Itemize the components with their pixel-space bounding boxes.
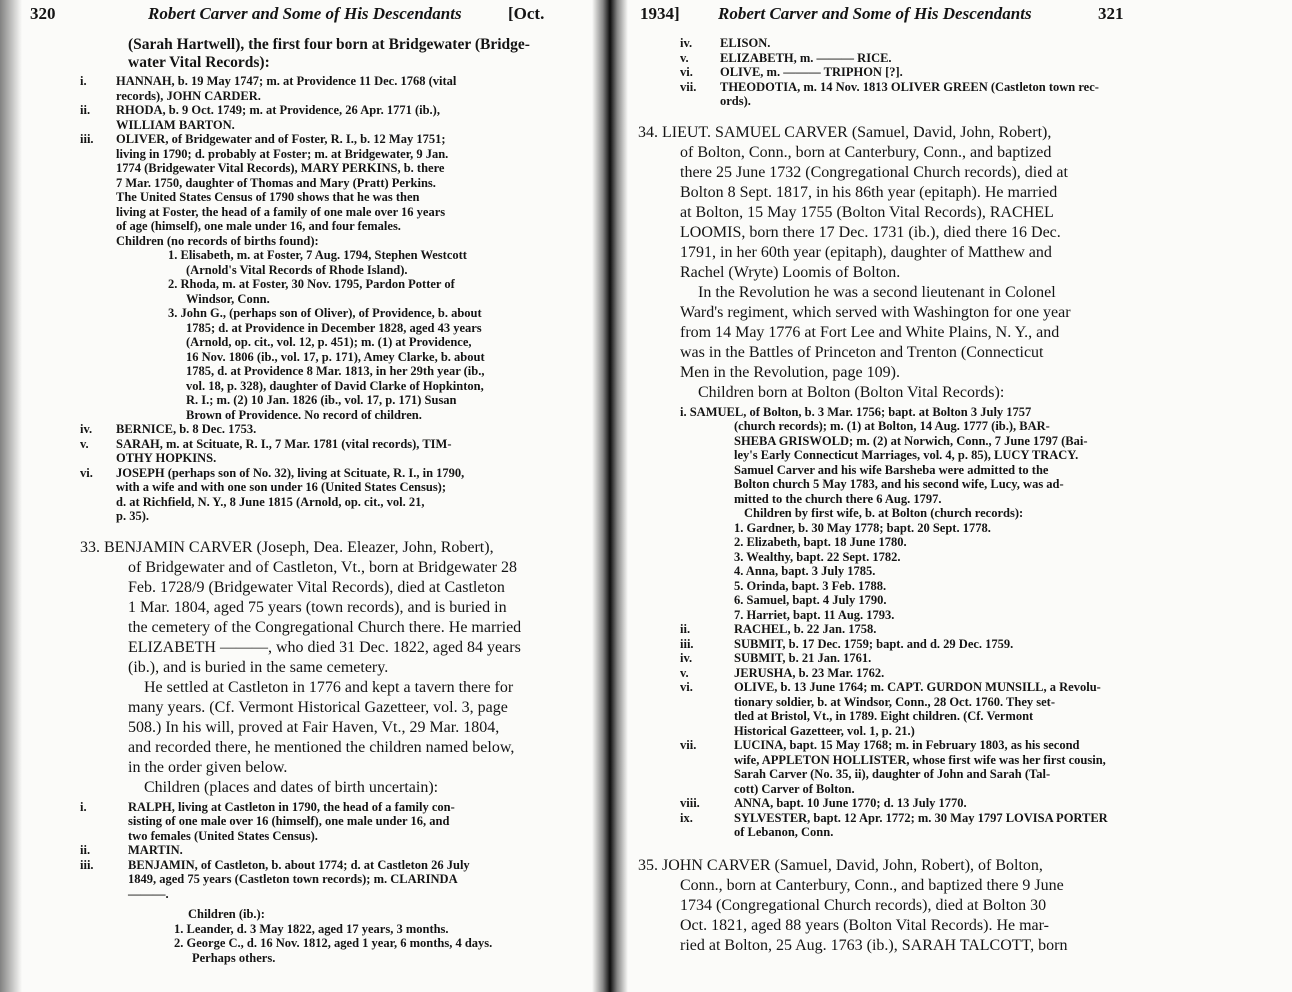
child-entry-line: ix. SYLVESTER, bapt. 12 Apr. 1772; m. 30 May 1797 LOVISA PORTER <box>680 810 1108 825</box>
entry-number: vii. <box>680 79 697 94</box>
grandchild-line: 2. George C., d. 16 Nov. 1812, aged 1 year, 6 months, 4 days. <box>174 936 493 950</box>
grandchild-line: 4. Anna, bapt. 3 July 1785. <box>734 564 876 578</box>
left-text-column <box>80 36 572 965</box>
genealogy-entry-line: living in 1790; d. probably at Foster; m. at Bridgewater, 9 Jan. <box>116 146 449 161</box>
entry-number: v. <box>680 665 689 680</box>
section-34-line: Bolton 8 Sept. 1817, in his 86th year (epitaph). He married <box>680 183 1058 201</box>
entry-number: iii. <box>680 636 694 651</box>
child-entry-line: of Lebanon, Conn. <box>734 825 834 839</box>
grandchild-line: 1. Leander, d. 3 May 1822, aged 17 years, 3 months. <box>174 921 449 936</box>
child-entry-line: two females (United States Census). <box>128 828 318 843</box>
child-entry-line: vi. OLIVE, b. 13 June 1764; m. CAPT. GURDON MUNSILL, a Revolu- <box>680 680 1101 694</box>
child-entry-line: vol. 18, p. 328), daughter of David Clarke of Hopkinton, <box>186 378 484 393</box>
section-34-para2-line: was in the Battles of Princeton and Trenton (Connecticut <box>680 343 1044 361</box>
intro-line: (Sarah Hartwell), the first four born at Bridgewater (Bridge- <box>128 36 530 53</box>
child-entry-line: Historical Gazetteer, vol. 1, p. 21.) <box>734 723 915 738</box>
child-entry-line: sisting of one male over 16 (himself), one male under 16, and <box>128 814 450 828</box>
child-entry-line: 1785, d. at Providence 8 Mar. 1813, in her 29th year (ib., <box>186 364 485 378</box>
grandchild-line: 6. Samuel, bapt. 4 July 1790. <box>734 593 887 607</box>
genealogy-entry-line: The United States Census of 1790 shows that he was then <box>116 190 420 204</box>
entry-number: iv. <box>80 422 93 436</box>
child-entry-line: vii. LUCINA, bapt. 15 May 1768; m. in February 1803, as his second <box>680 738 1080 752</box>
section-34-para2-line: Men in the Revolution, page 109). <box>680 363 900 381</box>
genealogy-entry-line: vi. JOSEPH (perhaps son of No. 32), living at Scituate, R. I., in 1790, <box>80 465 465 480</box>
right-text-column <box>638 36 1138 956</box>
child-entry-line: v. JERUSHA, b. 23 Mar. 1762. <box>680 665 885 680</box>
child-entry-line: iii. BENJAMIN, of Castleton, b. about 1774; d. at Castleton 26 July <box>80 857 470 872</box>
entry-number: vi. <box>680 680 693 694</box>
entry-number: iv. <box>680 36 693 50</box>
child-entry-line: 2. Rhoda, m. at Foster, 30 Nov. 1795, Pardon Potter of <box>168 277 455 291</box>
left-running-header <box>0 4 604 32</box>
genealogy-entry-line: with a wife and with one son under 16 (United States Census); <box>116 480 447 494</box>
grandchild-line: 3. Wealthy, bapt. 22 Sept. 1782. <box>734 549 901 564</box>
section-35-line: Conn., born at Canterbury, Conn., and baptized there 9 June <box>680 876 1064 894</box>
right-page-number: 321 <box>1098 4 1124 23</box>
child-entry-line: tionary soldier, b. at Windsor, Conn., 28 Oct. 1760. They set- <box>734 694 1055 709</box>
sub-children-heading: Children by first wife, b. at Bolton (church records): <box>744 506 1024 520</box>
right-page <box>618 0 1292 992</box>
child-entry-line: iv. SUBMIT, b. 21 Jan. 1761. <box>680 651 872 665</box>
section-34-para2-line: from 14 May 1776 at Fort Lee and White Plains, N. Y., and <box>680 323 1060 341</box>
child-entry-line: 1785; d. at Providence in December 1828, aged 43 years <box>186 320 482 335</box>
genealogy-entry-line: Children (no records of births found): <box>116 233 319 248</box>
spacer <box>80 524 572 538</box>
section-33-para2-line: in the order given below. <box>128 758 288 776</box>
genealogy-entry-line: vii. THEODOTIA, m. 14 Nov. 1813 OLIVER GREEN (Castleton town rec- <box>680 79 1099 94</box>
grandchild-line: 5. Orinda, bapt. 3 Feb. 1788. <box>734 578 887 593</box>
section-33-para2-line: and recorded there, he mentioned the children named below, <box>128 738 515 756</box>
genealogy-entry-line: i. HANNAH, b. 19 May 1747; m. at Providence 11 Dec. 1768 (vital <box>80 74 457 88</box>
child-entry-line: Sarah Carver (No. 35, ii), daughter of John and Sarah (Tal- <box>734 767 1051 781</box>
right-running-header <box>618 4 1292 32</box>
section-33-line: of Bridgewater and of Castleton, Vt., born at Bridgewater 28 <box>128 558 517 576</box>
genealogy-entry-line: v. ELIZABETH, m. ——— RICE. <box>680 50 892 65</box>
genealogy-entry-line: 1774 (Bridgewater Vital Records), MARY PERKINS, b. there <box>116 161 445 175</box>
child-entry-line: 1. Elisabeth, m. at Foster, 7 Aug. 1794, Stephen Westcott <box>168 248 467 262</box>
child-entry-line: cott) Carver of Bolton. <box>734 781 855 796</box>
child-entry-line: Brown of Providence. No record of children. <box>186 407 422 422</box>
right-page-year: 1934] <box>640 4 680 23</box>
entry-number: ii. <box>80 103 91 117</box>
child-entry-line: tled at Bristol, Vt., in 1789. Eight children. (Cf. Vermont <box>734 709 1034 723</box>
grandchild-line: Perhaps others. <box>192 950 276 965</box>
spacer <box>638 109 1138 123</box>
right-running-title: Robert Carver and Some of His Descendants <box>718 4 1032 23</box>
child-entry-line: Bolton church 5 May 1783, and his second wife, Lucy, was ad- <box>734 477 1064 491</box>
child-entry-line: R. I.; m. (2) 10 Jan. 1826 (ib., vol. 17, p. 171) Susan <box>186 393 457 407</box>
genealogy-entry-line: p. 35). <box>116 509 149 523</box>
section-34-para2-line: In the Revolution he was a second lieutenant in Colonel <box>698 283 1056 301</box>
entry-number: iii. <box>80 132 94 146</box>
section-33-heading: 33. BENJAMIN CARVER (Joseph, Dea. Eleazer, John, Robert), <box>80 538 494 556</box>
genealogy-entry-line: iv. ELISON. <box>680 36 771 50</box>
genealogy-entry-line: OTHY HOPKINS. <box>116 451 217 465</box>
section-33-para2-line: many years. (Cf. Vermont Historical Gazetteer, vol. 3, page <box>128 698 508 716</box>
grandchild-line: 2. Elizabeth, bapt. 18 June 1780. <box>734 535 907 549</box>
genealogy-entry-line: iv. BERNICE, b. 8 Dec. 1753. <box>80 422 257 436</box>
children-heading: Children born at Bolton (Bolton Vital Records): <box>698 383 1005 401</box>
section-33-line: Feb. 1728/9 (Bridgewater Vital Records), died at Castleton <box>128 578 505 596</box>
section-33-para2-line: He settled at Castleton in 1776 and kept a tavern there for <box>144 678 514 696</box>
section-34-line: at Bolton, 15 May 1755 (Bolton Vital Records), RACHEL <box>680 203 1054 221</box>
section-34-line: 1791, in her 60th year (epitaph), daughter of Matthew and <box>680 243 1052 261</box>
section-34-line: Rachel (Wryte) Loomis of Bolton. <box>680 263 901 281</box>
entry-number: iii. <box>80 857 94 872</box>
section-35-line: Oct. 1821, aged 88 years (Bolton Vital Records). He mar- <box>680 916 1049 934</box>
intro-line: water Vital Records): <box>128 54 270 71</box>
child-entry-line: 1849, aged 75 years (Castleton town records); m. CLARINDA <box>128 872 458 886</box>
child-entry-line: ii. MARTIN. <box>80 843 183 857</box>
section-34-line: there 25 June 1732 (Congregational Church records), died at <box>680 163 1068 181</box>
section-33-line: ELIZABETH ———, who died 31 Dec. 1822, aged 84 years <box>128 638 521 656</box>
genealogy-entry-line: v. SARAH, m. at Scituate, R. I., 7 Mar. 1781 (vital records), TIM- <box>80 436 452 451</box>
sub-children-heading: Children (ib.): <box>188 907 265 921</box>
child-entry-line: i. SAMUEL, of Bolton, b. 3 Mar. 1756; bapt. at Bolton 3 July 1757 <box>680 404 1032 419</box>
entry-number: v. <box>680 50 689 65</box>
genealogy-entry-line: d. at Richfield, N. Y., 8 June 1815 (Arnold, op. cit., vol. 21, <box>116 494 425 509</box>
entry-number: v. <box>80 436 89 451</box>
genealogy-entry-line: records), JOHN CARDER. <box>116 88 261 103</box>
child-entry-line: mitted to the church there 6 Aug. 1797. <box>734 491 942 506</box>
child-entry-line: iii. SUBMIT, b. 17 Dec. 1759; bapt. and d. 29 Dec. 1759. <box>680 636 1014 651</box>
left-running-title: Robert Carver and Some of His Descendants <box>148 4 462 23</box>
entry-number: ii. <box>80 843 91 857</box>
child-entry-line: ley's Early Connecticut Marriages, vol. 4, p. 85), LUCY TRACY. <box>734 448 1079 462</box>
section-34-line: of Bolton, Conn., born at Canterbury, Conn., and baptized <box>680 143 1052 161</box>
entry-number: i. <box>80 74 87 88</box>
section-33-line: 1 Mar. 1804, aged 75 years (town records), and is buried in <box>128 598 507 616</box>
entry-number: vi. <box>80 465 93 480</box>
grandchild-line: 7. Harriet, bapt. 11 Aug. 1793. <box>734 607 895 622</box>
child-entry-line: 3. John G., (perhaps son of Oliver), of Providence, b. about <box>168 306 482 320</box>
section-35-heading: 35. JOHN CARVER (Samuel, David, John, Robert), of Bolton, <box>638 856 1043 874</box>
child-entry-line: viii. ANNA, bapt. 10 June 1770; d. 13 July 1770. <box>680 796 967 810</box>
section-34-para2-line: Ward's regiment, which served with Washington for one year <box>680 303 1071 321</box>
section-34-heading: 34. LIEUT. SAMUEL CARVER (Samuel, David, John, Robert), <box>638 123 1052 141</box>
child-entry-line: (Arnold, op. cit., vol. 12, p. 451); m. (1) at Providence, <box>186 335 472 349</box>
genealogy-entry-line: iii. OLIVER, of Bridgewater and of Foster, R. I., b. 12 May 1751; <box>80 132 446 146</box>
entry-number: ix. <box>680 810 693 825</box>
section-35-line: ried at Bolton, 25 Aug. 1763 (ib.), SARAH TALCOTT, born <box>680 936 1068 954</box>
child-entry-line: i. RALPH, living at Castleton in 1790, the head of a family con- <box>80 799 455 814</box>
child-entry-line: (Arnold's Vital Records of Rhode Island). <box>186 262 408 277</box>
child-entry-line: 16 Nov. 1806 (ib., vol. 17, p. 171), Amey Clarke, b. about <box>186 349 485 364</box>
child-entry-line: ii. RACHEL, b. 22 Jan. 1758. <box>680 622 877 636</box>
genealogy-entry-line: ords). <box>720 94 751 108</box>
child-entry-line: wife, APPLETON HOLLISTER, whose first wife was her first cousin, <box>734 752 1106 767</box>
left-page <box>0 0 604 992</box>
child-entry-line: Samuel Carver and his wife Barsheba were admitted to the <box>734 462 1049 477</box>
left-page-number: 320 <box>30 4 56 23</box>
genealogy-entry-line: ii. RHODA, b. 9 Oct. 1749; m. at Providence, 26 Apr. 1771 (ib.), <box>80 103 440 117</box>
entry-number: vi. <box>680 65 693 79</box>
left-side-mark: [Oct. <box>508 4 545 23</box>
genealogy-entry-line: 7 Mar. 1750, daughter of Thomas and Mary (Pratt) Perkins. <box>116 175 436 190</box>
child-entry-line: (church records); m. (1) at Bolton, 14 Aug. 1777 (ib.), BAR- <box>734 419 1050 433</box>
entry-number: vii. <box>680 738 697 752</box>
entry-number: ii. <box>680 622 691 636</box>
child-entry-line: ———. <box>128 886 169 901</box>
genealogy-entry-line: of age (himself), one male under 16, and four females. <box>116 219 401 233</box>
genealogy-entry-line: WILLIAM BARTON. <box>116 117 235 132</box>
section-34-line: LOOMIS, born there 17 Dec. 1731 (ib.), died there 16 Dec. <box>680 223 1061 241</box>
child-entry-line: Windsor, Conn. <box>186 291 270 306</box>
section-33-line: the cemetery of the Congregational Church there. He married <box>128 618 522 636</box>
grandchild-line: 1. Gardner, b. 30 May 1778; bapt. 20 Sept. 1778. <box>734 520 991 535</box>
section-35-line: 1734 (Congregational Church records), died at Bolton 30 <box>680 896 1047 914</box>
entry-number: iv. <box>680 651 693 665</box>
spacer <box>638 840 1138 856</box>
genealogy-entry-line: living at Foster, the head of a family of one male over 16 years <box>116 204 446 219</box>
genealogy-entry-line: vi. OLIVE, m. ——— TRIPHON [?]. <box>680 65 903 79</box>
entry-number: viii. <box>680 796 700 810</box>
child-entry-line: SHEBA GRISWOLD; m. (2) at Norwich, Conn., 7 June 1797 (Bai- <box>734 433 1088 448</box>
entry-number: i. <box>80 799 87 814</box>
section-33-line: (ib.), and is buried in the same cemetery. <box>128 658 389 676</box>
section-33-para2-line: 508.) In his will, proved at Fair Haven, Vt., 29 Mar. 1804, <box>128 718 500 736</box>
children-heading: Children (places and dates of birth uncertain): <box>144 778 439 796</box>
